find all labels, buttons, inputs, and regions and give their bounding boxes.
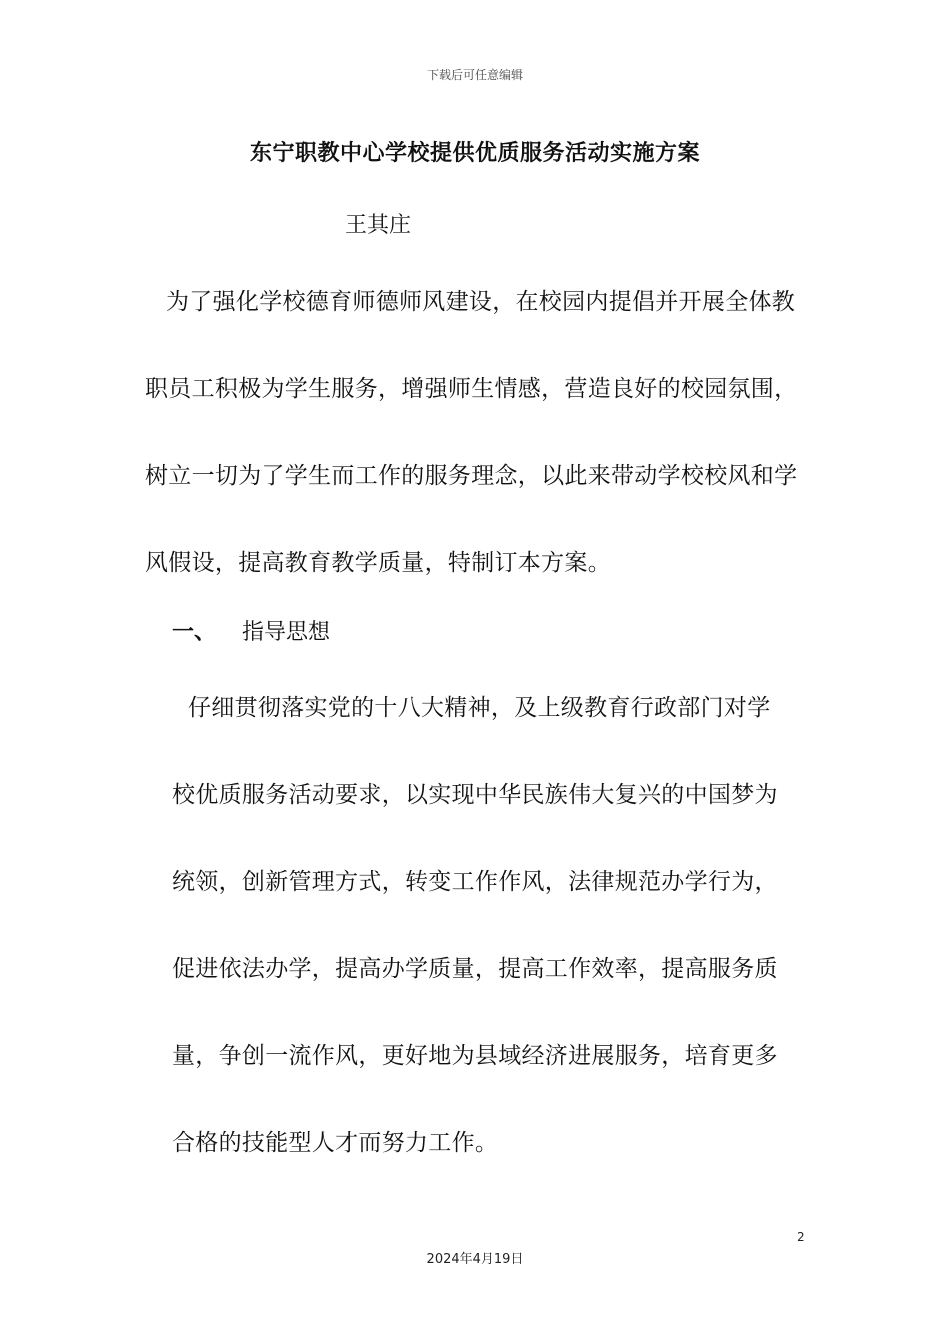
- header-note: 下载后可任意编辑: [426, 68, 523, 82]
- section-line: 统领，创新管理方式，转变工作作风，法律规范办学行为，: [172, 869, 778, 895]
- section-line: 促进依法办学，提高办学质量，提高工作效率，提高服务质: [172, 956, 778, 982]
- section-line: 量，争创一流作风，更好地为县域经济进展服务，培育更多: [172, 1043, 778, 1069]
- author-name: 王其庄: [345, 213, 412, 238]
- footer-date: 2024年4月19日: [426, 1252, 524, 1267]
- section-line: 合格的技能型人才而努力工作。: [172, 1130, 499, 1156]
- intro-line: 风假设，提高教育教学质量，特制订本方案。: [145, 550, 611, 576]
- intro-line: 树立一切为了学生而工作的服务理念，以此来带动学校校风和学: [145, 463, 798, 489]
- section-heading: [172, 615, 330, 646]
- intro-line: 为了强化学校德育师德师风建设，在校园内提倡并开展全体教: [166, 289, 796, 315]
- section-line: 仔细贯彻落实党的十八大精神，及上级教育行政部门对学: [188, 695, 771, 721]
- intro-line: 职员工积极为学生服务，增强师生情感，营造良好的校园氛围，: [145, 376, 798, 402]
- section-number: 一、: [172, 620, 217, 645]
- section-title: 指导思想: [242, 620, 331, 645]
- page-number: 2: [797, 1230, 805, 1244]
- document-title: 东宁职教中心学校提供优质服务活动实施方案: [249, 141, 700, 166]
- section-line: 校优质服务活动要求，以实现中华民族伟大复兴的中国梦为: [172, 782, 778, 808]
